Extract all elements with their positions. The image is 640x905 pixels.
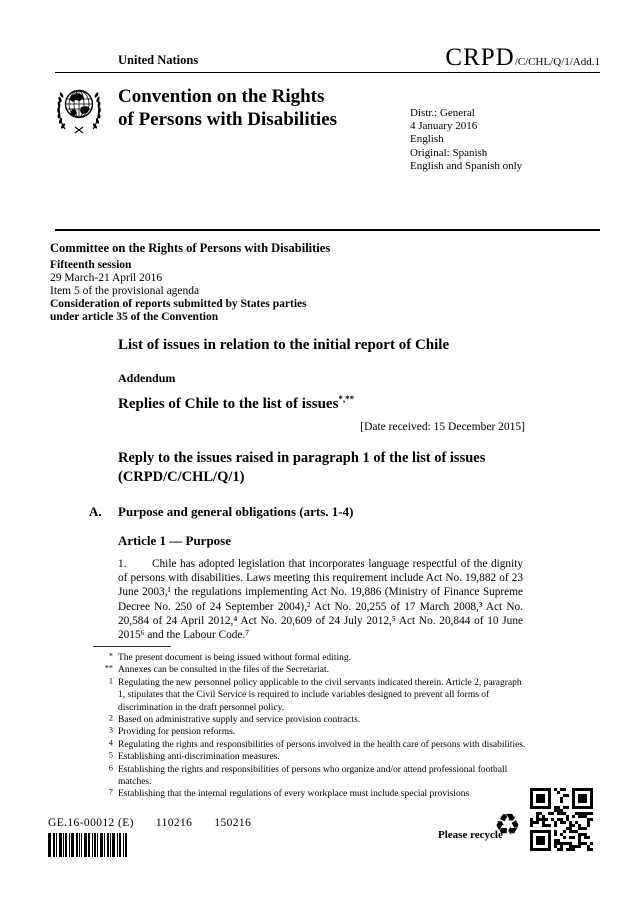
barcode-icon xyxy=(48,833,170,857)
doc-symbol xyxy=(445,44,600,72)
distr-line: English xyxy=(410,133,444,146)
section-title: Purpose and general obligations (arts. 1-4) xyxy=(118,504,354,519)
session-dates: 29 March-21 April 2016 xyxy=(50,272,163,284)
footnote-marker: 1 xyxy=(108,676,113,686)
footnote-text: Regulating the rights and responsibilities of persons involved in the health care of persons with disabilities. xyxy=(118,739,526,750)
date-received: [Date received: 15 December 2015] xyxy=(360,421,525,433)
distr-line: Distr.: General xyxy=(410,107,475,119)
document-title: List of issues in relation to the initial report of Chile xyxy=(118,337,450,353)
section-heading xyxy=(89,504,548,520)
masthead-line1: Convention on the Rights xyxy=(118,86,325,107)
footnote-text: Regulating the new personnel policy applicable to the civil servants indicated therein. Article 2, paragraph 1, stipulates that the Civil Service is required to include variables designed to prevent all forms of discrimination in the draft personnel policy. xyxy=(118,677,522,713)
footnote-marker: ** xyxy=(104,663,113,673)
footnote-text: Providing for pension reforms. xyxy=(118,727,236,738)
date-code-1: 110216 xyxy=(155,817,193,829)
committee-name: Committee on the Rights of Persons with Disabilities xyxy=(50,241,331,255)
please-recycle-label: Please recycle xyxy=(438,829,503,841)
footnotes-block xyxy=(93,646,527,801)
masthead-line2: of Persons with Disabilities xyxy=(118,109,338,130)
footnote-item xyxy=(93,714,527,726)
footnote-item xyxy=(93,764,527,789)
footnote-marker: 5 xyxy=(108,750,113,760)
distribution-block xyxy=(410,107,522,173)
ge-number: GE.16-00012 (E) xyxy=(48,817,134,829)
footnote-refs: *,** xyxy=(338,394,355,404)
footnote-marker: 2 xyxy=(108,713,113,723)
footnote-text: Establishing anti-discrimination measures. xyxy=(118,752,280,763)
footnote-item xyxy=(93,788,527,800)
distr-line: 4 January 2016 xyxy=(410,120,478,133)
distr-line: Original: Spanish xyxy=(410,146,488,159)
committee-rule xyxy=(55,229,600,231)
footnote-rule xyxy=(93,646,171,647)
footnote-marker: 4 xyxy=(108,738,113,748)
footnote-item xyxy=(93,652,527,664)
doc-symbol-main: CRPD xyxy=(445,44,515,71)
footnote-text: Establishing the rights and responsibilities of persons who organize and/or attend professional football matches. xyxy=(118,764,508,788)
footnote-item xyxy=(93,664,527,676)
date-code-2: 150216 xyxy=(214,817,252,829)
footnote-item xyxy=(93,726,527,738)
paragraph-text: Chile has adopted legislation that incorporates language respectful of the dignity of persons with disabilities. Laws meeting this requirement include Act No. 19,882 of 23 June 2003,¹ the regulations implementing Act No. 19,886 (Ministry of Finance Supreme Decree No. 250 of 24 September 2004),² Act No. 20,255 of 17 March 2008,³ Act No. 20,584 of 24 April 2012,⁴ Act No. 20,609 of 24 July 2012,⁵ Act No. 20,844 of 10 June 2015⁶ and the Labour Code.⁷ xyxy=(118,558,523,642)
un-label: United Nations xyxy=(118,53,199,67)
recycle-icon: ♻ xyxy=(494,808,521,843)
section-letter: A. xyxy=(89,504,102,519)
footnote-text: Establishing that the internal regulations of every workplace must include special provisions xyxy=(118,789,470,800)
footnote-marker: 6 xyxy=(108,763,113,773)
agenda-item: Item 5 of the provisional agenda xyxy=(50,285,200,297)
footnote-text: Based on administrative supply and service provision contracts. xyxy=(118,715,361,726)
consideration-line2: under article 35 of the Convention xyxy=(50,311,219,323)
footnote-marker: 3 xyxy=(108,725,113,735)
qr-code-icon xyxy=(528,786,596,854)
footnote-item xyxy=(93,677,527,714)
ge-document-number xyxy=(48,817,273,829)
paragraph-1 xyxy=(118,557,523,642)
consideration-line1: Consideration of reports submitted by States parties xyxy=(50,298,307,310)
distr-line: English and Spanish only xyxy=(410,159,523,172)
replies-title xyxy=(118,394,558,413)
footnote-text: The present document is being issued without formal editing. xyxy=(118,653,351,663)
footnote-text: Annexes can be consulted in the files of the Secretariat. xyxy=(118,665,330,676)
footnote-marker: * xyxy=(108,651,113,661)
committee-block xyxy=(50,242,330,324)
header-rule xyxy=(55,72,600,73)
replies-title-text: Replies of Chile to the list of issues xyxy=(118,396,339,412)
footnote-item xyxy=(93,739,527,751)
doc-symbol-suffix: /C/CHL/Q/1/Add.1 xyxy=(514,56,600,68)
article-heading: Article 1 — Purpose xyxy=(118,533,232,548)
session-title: Fifteenth session xyxy=(50,259,132,271)
footnote-item xyxy=(93,751,527,763)
footnote-marker: 7 xyxy=(108,787,113,797)
addendum-label: Addendum xyxy=(118,371,176,385)
paragraph-number: 1. xyxy=(118,558,127,570)
un-emblem-icon xyxy=(50,82,108,145)
reply-heading: Reply to the issues raised in paragraph 1 of the list of issues (CRPD/C/CHL/Q/1) xyxy=(118,450,486,485)
masthead-title xyxy=(118,85,337,131)
